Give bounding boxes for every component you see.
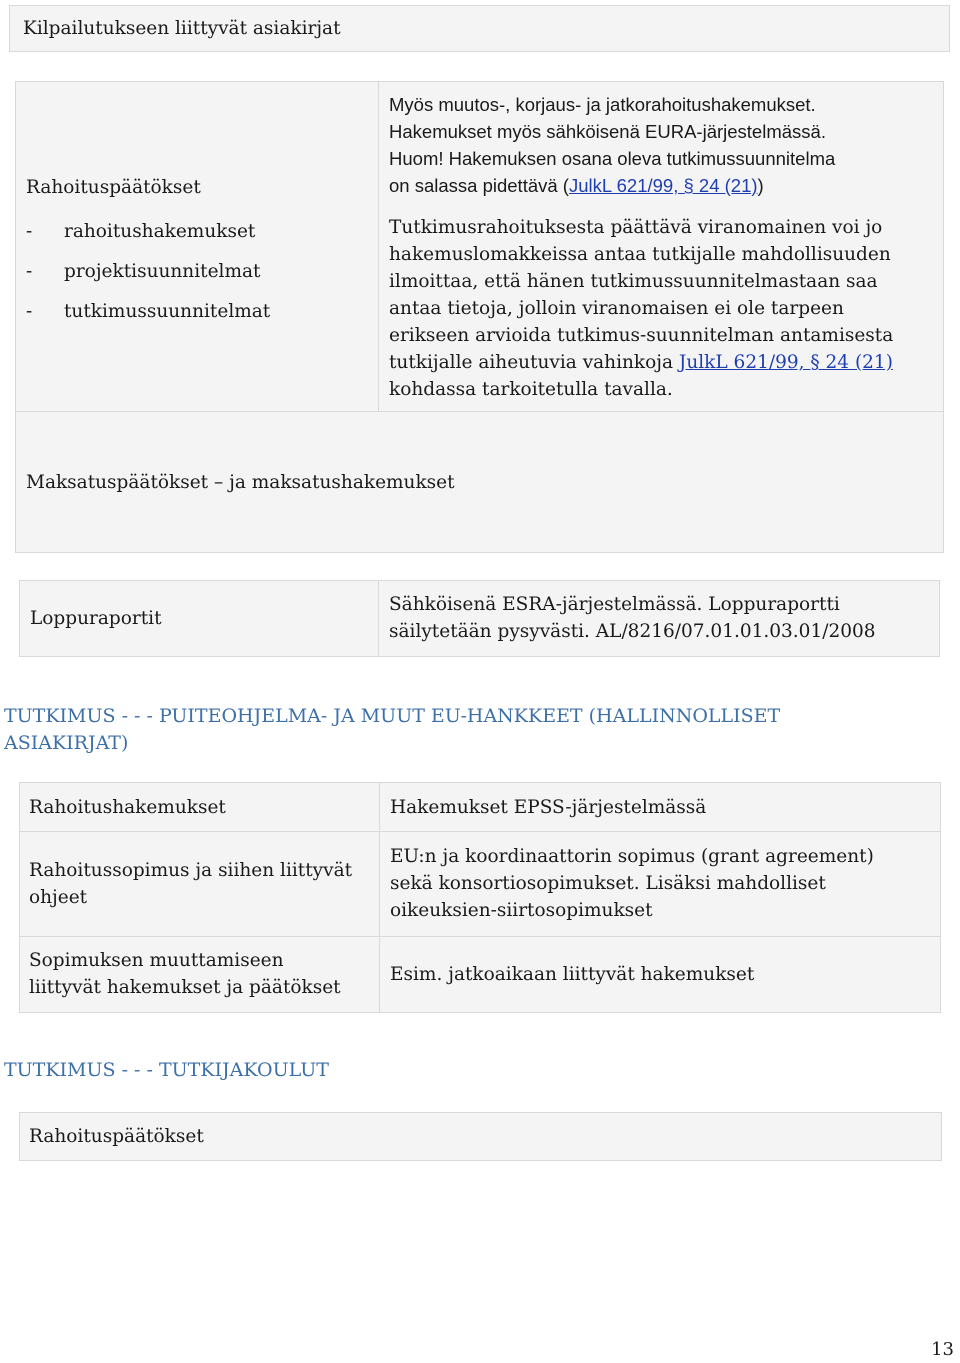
section-box-kilpailutus	[9, 5, 950, 52]
rahoituspaatokset-title: Rahoituspäätökset	[26, 177, 201, 198]
list-item: - tutkimussuunnitelmat	[26, 301, 271, 322]
table-row: EU:n ja koordinaattorin sopimus (grant agreement) sekä konsortiosopimukset. Lisäksi mahdolliset oikeuksien-siirtosopimukset	[379, 831, 941, 937]
rahoituspaatokset-desc-cell	[378, 81, 944, 412]
julkl-link[interactable]: JulkL 621/99, § 24 (21)	[678, 352, 893, 373]
table-row: Esim. jatkoaikaan liittyvät hakemukset	[379, 936, 941, 1013]
loppuraportit-desc: Sähköisenä ESRA-järjestelmässä. Loppuraportti säilytetään pysyvästi. AL/8216/07.01.01.03.01/2008	[389, 594, 876, 642]
maksatus-cell	[15, 411, 944, 553]
section-title: Kilpailutukseen liittyvät asiakirjat	[23, 18, 341, 39]
rahoituspaatokset-label-cell	[15, 81, 379, 412]
section-heading-eu-hankkeet: TUTKIMUS - - - PUITEOHJELMA- JA MUUT EU-HANKKEET (HALLINNOLLISET ASIAKIRJAT)	[4, 705, 781, 754]
table-row: Hakemukset EPSS-järjestelmässä	[379, 782, 941, 832]
section-heading-tutkijakoulut: TUTKIMUS - - - TUTKIJAKOULUT	[4, 1059, 329, 1081]
julkl-link[interactable]: JulkL 621/99, § 24 (21)	[568, 175, 758, 196]
table-row: Rahoitussopimus ja siihen liittyvät ohjeet	[19, 831, 380, 937]
table-row: Rahoitushakemukset	[19, 782, 380, 832]
loppuraportit-label-cell	[19, 580, 379, 657]
list-item: - projektisuunnitelmat	[26, 261, 261, 282]
loppuraportit-desc-cell	[378, 580, 940, 657]
page-number: 13	[931, 1339, 954, 1360]
list-item: - rahoitushakemukset	[26, 221, 256, 242]
rahoituspaatokset-list	[26, 212, 270, 332]
table-row: Sopimuksen muuttamiseen liittyvät hakemukset ja päätökset	[19, 936, 380, 1013]
rahoituspaatokset-note: Myös muutos-, korjaus- ja jatkorahoitushakemukset. Hakemukset myös sähköisenä EURA-järjestelmässä. Huom! Hakemuksen osana oleva tutkimussuunnitelma on salassa pidettävä (JulkL 621/99, § 24 (21))	[389, 94, 836, 196]
maksatus-title: Maksatuspäätökset – ja maksatushakemukset	[26, 472, 455, 493]
tutkijakoulut-cell	[19, 1112, 942, 1161]
loppuraportit-label: Loppuraportit	[30, 608, 162, 629]
tutkijakoulut-label: Rahoituspäätökset	[29, 1126, 204, 1147]
rahoituspaatokset-paragraph: Tutkimusrahoituksesta päättävä viranomainen voi jo hakemuslomakkeissa antaa tutkijalle mahdollisuuden ilmoittaa, että hänen tutkimussuunnitelmastaan saa antaa tietoja, jolloin viranomaisen ei ole tarpeen erikseen arvioida tutkimus-suunnitelman antamisesta tutkijalle aiheutuvia vahinkoja JulkL 621/99, § 24 (21) kohdassa tarkoitetulla tavalla.	[389, 217, 894, 400]
